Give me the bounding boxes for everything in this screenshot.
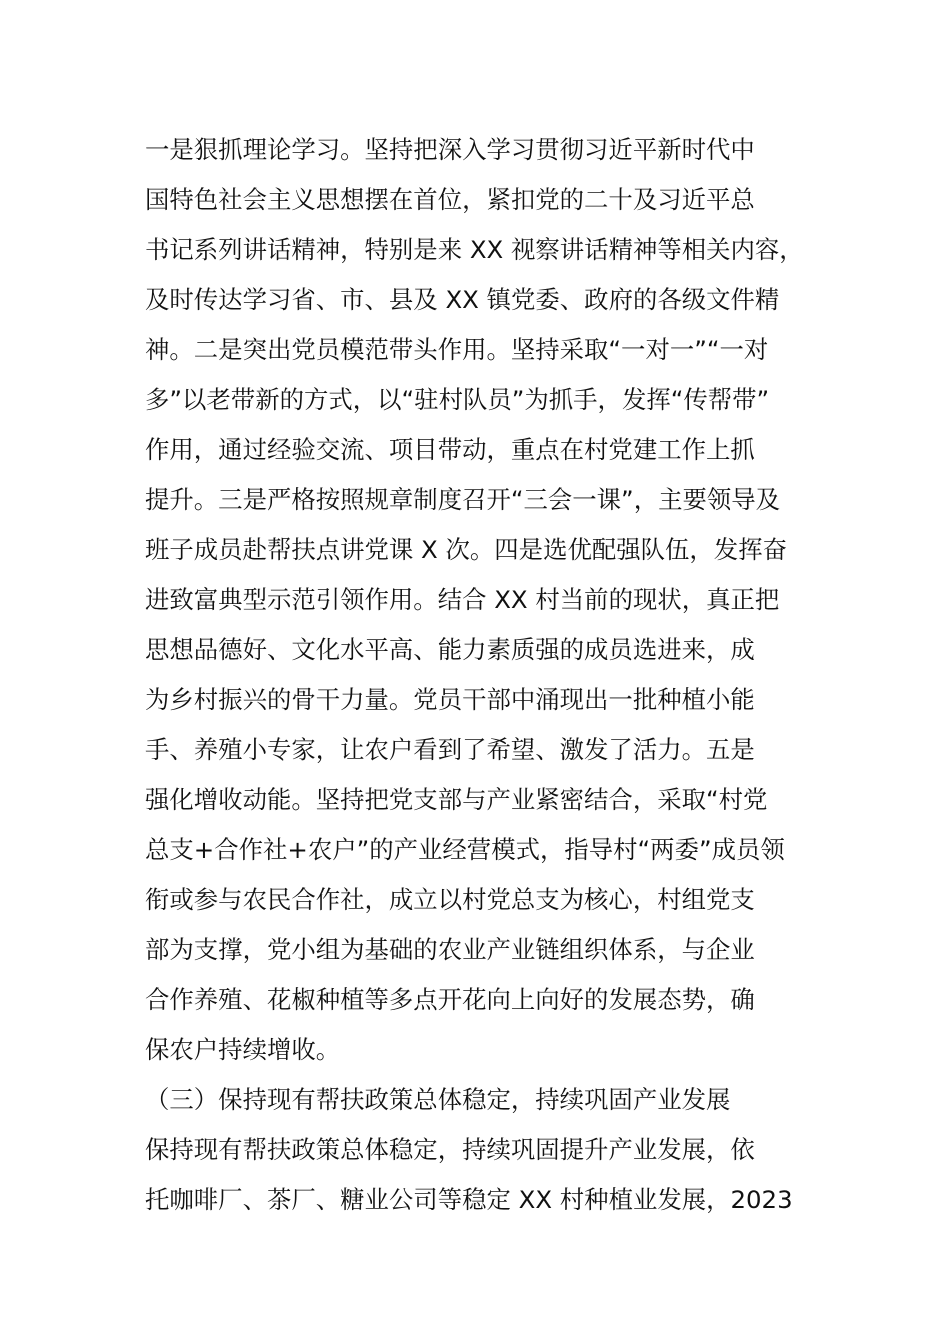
text-line: 部为支撑，党小组为基础的农业产业链组织体系，与企业 [145,935,755,964]
text-line: 书记系列讲话精神，特别是来 XX 视察讲话精神等相关内容， [145,235,804,264]
text-line: 国特色社会主义思想摆在首位，紧扣党的二十及习近平总 [145,185,755,214]
text-line: 一是狠抓理论学习。坚持把深入学习贯彻习近平新时代中 [145,135,755,164]
text-line: 为乡村振兴的骨干力量。党员干部中涌现出一批种植小能 [145,685,755,714]
section-heading: （三）保持现有帮扶政策总体稳定，持续巩固产业发展 [145,1085,731,1114]
text-line: 手、养殖小专家，让农户看到了希望、激发了活力。五是 [145,735,755,764]
text-line: 多”以老带新的方式，以“驻村队员”为抓手，发挥“传帮带” [145,385,770,414]
text-line: 及时传达学习省、市、县及 XX 镇党委、政府的各级文件精 [145,285,780,314]
text-line: 进致富典型示范引领作用。结合 XX 村当前的现状，真正把 [145,585,780,614]
text-line: 作用，通过经验交流、项目带动，重点在村党建工作上抓 [145,435,755,464]
text-line: 保农户持续增收。 [145,1035,341,1064]
text-line: 神。二是突出党员模范带头作用。坚持采取“一对一”“一对 [145,335,769,364]
text-line: 合作养殖、花椒种植等多点开花向上向好的发展态势，确 [145,985,755,1014]
text-line: 思想品德好、文化水平高、能力素质强的成员选进来，成 [145,635,755,664]
text-line: 托咖啡厂、茶厂、糖业公司等稳定 XX 村种植业发展，2023 [145,1185,793,1214]
text-line: 总支+合作社+农户”的产业经营模式，指导村“两委”成员领 [145,835,785,864]
text-line: 班子成员赴帮扶点讲党课 X 次。四是选优配强队伍，发挥奋 [145,535,787,564]
body-text [145,125,845,1225]
text-line: 提升。三是严格按照规章制度召开“三会一课”，主要领导及 [145,485,781,514]
text-line: 保持现有帮扶政策总体稳定，持续巩固提升产业发展，依 [145,1135,755,1164]
text-line: 衔或参与农民合作社，成立以村党总支为核心，村组党支 [145,885,755,914]
text-line: 强化增收动能。坚持把党支部与产业紧密结合，采取“村党 [145,785,768,814]
